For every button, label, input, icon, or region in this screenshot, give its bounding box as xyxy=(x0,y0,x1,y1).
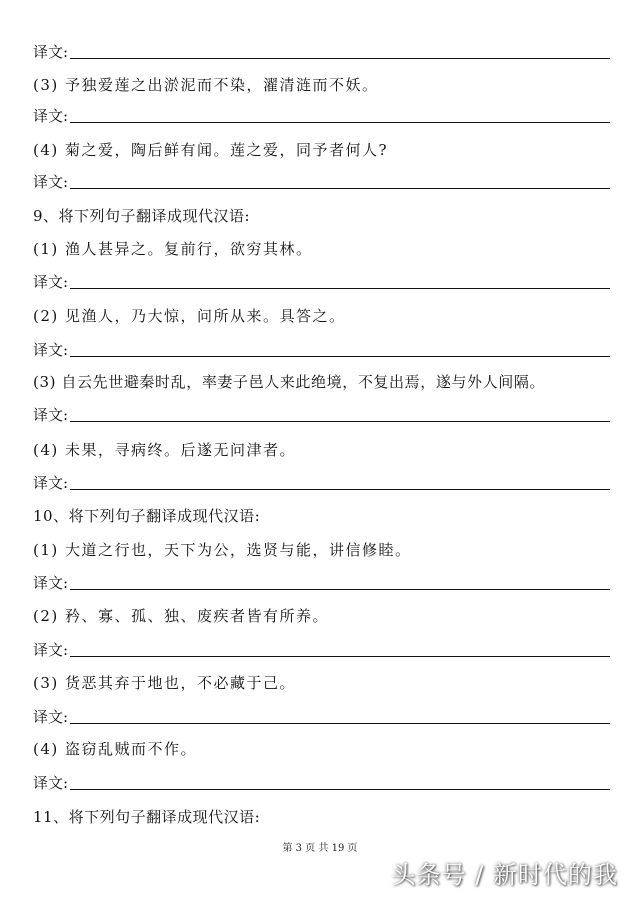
question-heading-text: 11、将下列句子翻译成现代汉语: xyxy=(33,808,261,826)
answer-blank-line[interactable] xyxy=(70,723,610,724)
sentence-8-3 xyxy=(33,69,610,95)
sentence-text: (4) 未果，寻病终。后遂无问津者。 xyxy=(33,441,297,459)
sentence-10-3 xyxy=(33,667,610,693)
sentence-text: (1) 渔人甚异之。复前行，欲穷其林。 xyxy=(33,240,313,258)
answer-row xyxy=(33,567,610,593)
sentence-9-2 xyxy=(33,300,610,326)
question-9-heading xyxy=(33,200,610,226)
question-10-heading xyxy=(33,500,610,526)
answer-row xyxy=(33,36,610,62)
answer-blank-line[interactable] xyxy=(70,188,610,189)
answer-label: 译文: xyxy=(33,708,69,726)
watermark-text: 头条号 / 新时代的我 xyxy=(391,861,618,889)
answer-blank-line[interactable] xyxy=(70,489,610,490)
answer-label: 译文: xyxy=(33,43,69,61)
answer-blank-line[interactable] xyxy=(70,656,610,657)
answer-label: 译文: xyxy=(33,341,69,359)
question-11-heading xyxy=(33,801,610,827)
answer-blank-line[interactable] xyxy=(70,789,610,790)
sentence-8-4 xyxy=(33,134,610,160)
question-heading-text: 9、将下列句子翻译成现代汉语: xyxy=(33,207,251,225)
answer-row xyxy=(33,266,610,292)
sentence-9-3 xyxy=(33,366,610,392)
sentence-text: (3) 予独爱莲之出淤泥而不染，濯清涟而不妖。 xyxy=(33,76,379,94)
answer-blank-line[interactable] xyxy=(70,122,610,123)
sentence-9-4 xyxy=(33,434,610,460)
answer-blank-line[interactable] xyxy=(70,421,610,422)
answer-label: 译文: xyxy=(33,273,69,291)
sentence-9-1 xyxy=(33,233,610,259)
answer-row xyxy=(33,767,610,793)
sentence-text: (3) 自云先世避秦时乱，率妻子邑人来此绝境，不复出焉，遂与外人间隔。 xyxy=(33,373,546,391)
sentence-10-1 xyxy=(33,534,610,560)
sentence-text: (4) 菊之爱，陶后鲜有闻。莲之爱，同予者何人? xyxy=(33,141,389,159)
answer-label: 译文: xyxy=(33,107,69,125)
answer-row xyxy=(33,701,610,727)
sentence-10-2 xyxy=(33,600,610,626)
answer-row xyxy=(33,100,610,126)
question-heading-text: 10、将下列句子翻译成现代汉语: xyxy=(33,507,261,525)
sentence-text: (4) 盗窃乱贼而不作。 xyxy=(33,740,198,758)
answer-row xyxy=(33,399,610,425)
answer-label: 译文: xyxy=(33,641,69,659)
answer-label: 译文: xyxy=(33,173,69,191)
answer-blank-line[interactable] xyxy=(70,288,610,289)
sentence-text: (2) 矜、寡、孤、独、废疾者皆有所养。 xyxy=(33,607,330,625)
answer-label: 译文: xyxy=(33,574,69,592)
sentence-text: (1) 大道之行也，天下为公，选贤与能，讲信修睦。 xyxy=(33,541,412,559)
sentence-10-4 xyxy=(33,733,610,759)
answer-blank-line[interactable] xyxy=(70,58,610,59)
answer-row xyxy=(33,634,610,660)
answer-blank-line[interactable] xyxy=(70,356,610,357)
answer-label: 译文: xyxy=(33,774,69,792)
page-number-footer: 第 3 页 共 19 页 xyxy=(282,843,358,854)
answer-blank-line[interactable] xyxy=(70,589,610,590)
sentence-text: (2) 见渔人，乃大惊，问所从来。具答之。 xyxy=(33,307,346,325)
answer-row xyxy=(33,467,610,493)
answer-row xyxy=(33,166,610,192)
answer-label: 译文: xyxy=(33,406,69,424)
sentence-text: (3) 货恶其弃于地也，不必藏于己。 xyxy=(33,674,297,692)
answer-row xyxy=(33,334,610,360)
answer-label: 译文: xyxy=(33,474,69,492)
